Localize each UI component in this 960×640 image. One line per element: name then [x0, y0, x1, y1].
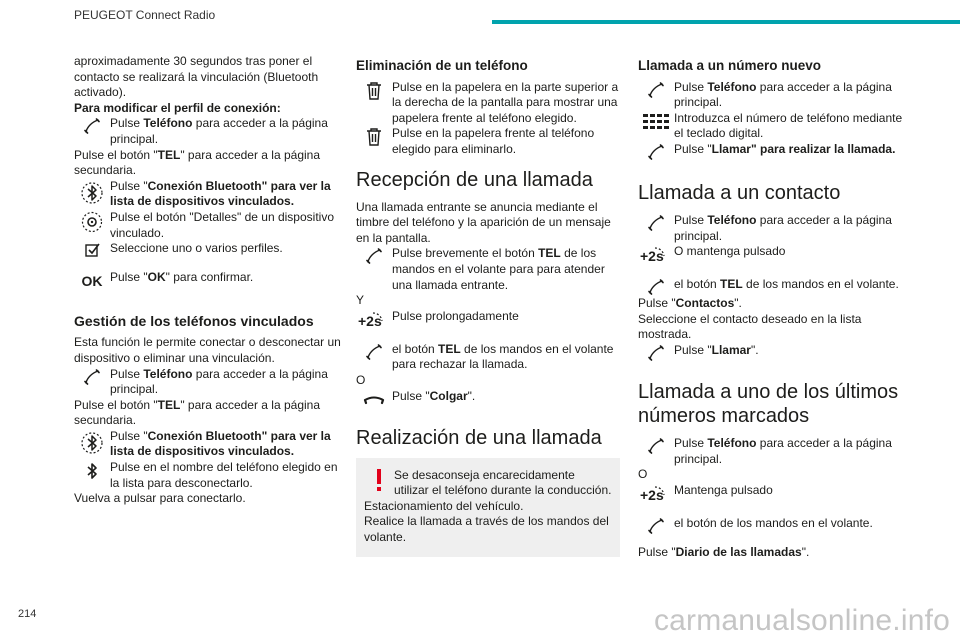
trash-icon [356, 80, 392, 101]
manage-step-reconnect: Vuelva a pulsar para conectarlo. [74, 491, 246, 506]
receive-text: Una llamada entrante se anuncia mediante el timbre del teléfono y la aparición de un mensaje en la pantalla. [356, 199, 611, 245]
numeric-keypad-icon [638, 111, 674, 132]
trash-icon [356, 126, 392, 147]
header-accent-bar [492, 20, 960, 24]
receive-step-4: Pulse "Colgar". [356, 389, 620, 408]
new-step-2: Introduzca el número de teléfono mediante el teclado digital. [638, 111, 906, 142]
watermark: carmanualsonline.info [653, 604, 950, 637]
checkbox-icon [74, 241, 110, 258]
delete-step-1: Pulse en la papelera en la parte superior a la derecha de la pantalla para mostrar una papelera frente al teléfono elegido. [356, 80, 620, 127]
receive-step-2: +2s Pulse prolongadamente [356, 309, 620, 332]
bluetooth-icon [74, 179, 110, 206]
warning-text-2: Estacionamiento del vehículo. [364, 498, 524, 513]
receive-step-3: el botón TEL de los mandos en el volante para rechazar la llamada. [356, 342, 620, 373]
new-number-title: Llamada a un número nuevo [638, 58, 822, 73]
make-call-title: Realización de una llamada [356, 426, 602, 449]
page-number: 214 [18, 608, 37, 620]
recent-o: O [638, 467, 648, 482]
contact-step-5: Seleccione el contacto deseado en la lista mostrada. [638, 311, 862, 342]
step-profiles: Seleccione uno o varios perfiles. [74, 241, 342, 258]
step-bluetooth-list: Pulse "Conexión Bluetooth" para ver la lista de dispositivos vinculados. [74, 179, 342, 210]
step-phone-main: Pulse Teléfono para acceder a la página principal. [74, 116, 342, 147]
phone-handset-icon [638, 277, 674, 296]
receive-step-1: Pulse brevemente el botón TEL de los mandos en el volante para para atender una llamada entrante. [356, 246, 620, 293]
receive-y: Y [356, 293, 365, 308]
steering-wheel-control-icon [356, 309, 392, 332]
phone-handset-icon [74, 367, 110, 386]
warning-note [356, 458, 620, 558]
phone-handset-icon [638, 343, 674, 362]
delete-phone-title: Eliminación de un teléfono [356, 58, 528, 73]
bluetooth-icon [74, 429, 110, 456]
new-step-1: Pulse Teléfono para acceder a la página principal. [638, 80, 906, 111]
contact-step-2: +2s O mantenga pulsado [638, 244, 906, 267]
step-ok: OK Pulse "OK" para confirmar. [74, 262, 342, 290]
manage-step-bluetooth: Pulse "Conexión Bluetooth" para ver la lista de dispositivos vinculados. [74, 429, 342, 460]
bluetooth-icon [74, 460, 110, 483]
recent-numbers-title: Llamada a uno de los últimos números marcados [638, 380, 899, 427]
recent-step-3: el botón de los mandos en el volante. [638, 516, 906, 535]
phone-handset-icon [638, 213, 674, 232]
contact-step-4: Pulse "Contactos". [638, 296, 742, 311]
modify-profile-title: Para modificar el perfil de conexión: [74, 100, 281, 115]
svg-text:+2s: +2s [358, 312, 382, 329]
steering-wheel-control-icon [638, 483, 674, 506]
delete-step-2: Pulse en la papelera frente al teléfono elegido para eliminarlo. [356, 126, 620, 157]
manage-text: Esta función le permite conectar o desconectar un dispositivo o eliminar una vinculación. [74, 335, 341, 365]
manage-step-tel: Pulse el botón "TEL" para acceder a la página secundaria. [74, 397, 321, 428]
column-3 [638, 54, 906, 560]
phone-handset-icon [356, 342, 392, 361]
phone-handset-icon [74, 116, 110, 135]
contact-step-6: Pulse "Llamar". [638, 343, 906, 362]
svg-text:+2s: +2s [640, 486, 664, 503]
receive-o: O [356, 372, 366, 387]
warning-text-3: Realice la llamada a través de los mandos del volante. [364, 514, 609, 544]
warning-text-1: Se desaconseja encarecidamente utilizar el teléfono durante la conducción. [394, 467, 612, 498]
phone-handset-icon [638, 80, 674, 99]
phone-handset-icon [638, 516, 674, 535]
steering-wheel-control-icon [638, 244, 674, 267]
phone-handset-icon [638, 142, 674, 161]
recent-step-4: Pulse "Diario de las llamadas". [638, 544, 810, 559]
contact-step-3: el botón TEL de los mandos en el volante. [638, 277, 906, 296]
manage-paired-title: Gestión de los teléfonos vinculados [74, 312, 314, 329]
column-1 [74, 54, 342, 507]
recent-step-1: Pulse Teléfono para acceder a la página principal. [638, 436, 906, 467]
contact-step-1: Pulse Teléfono para acceder a la página principal. [638, 213, 906, 244]
phone-handset-icon [356, 246, 392, 265]
contact-call-title: Llamada a un contacto [638, 181, 841, 204]
warning-icon [364, 468, 394, 491]
receive-call-title: Recepción de una llamada [356, 168, 593, 191]
manage-step-phone: Pulse Teléfono para acceder a la página principal. [74, 367, 342, 398]
step-tel-secondary: Pulse el botón "TEL" para acceder a la página secundaria. [74, 147, 321, 178]
ok-label: OK [81, 273, 103, 290]
intro-text: aproximadamente 30 segundos tras poner el contacto se realizará la vinculación (Bluetooth activado). [74, 54, 319, 100]
hang-up-icon [356, 389, 392, 408]
manage-step-disconnect: Pulse en el nombre del teléfono elegido en la lista para desconectarlo. [74, 460, 342, 491]
step-details: Pulse el botón "Detalles" de un dispositivo vinculado. [74, 210, 342, 241]
recent-step-2: +2s Mantenga pulsado [638, 483, 906, 506]
header-title: PEUGEOT Connect Radio [74, 8, 216, 22]
settings-gear-icon [74, 210, 110, 233]
column-2 [356, 54, 620, 557]
svg-text:+2s: +2s [640, 248, 664, 265]
phone-handset-icon [638, 436, 674, 455]
new-step-3: Pulse "Llamar" para realizar la llamada. [638, 142, 906, 161]
